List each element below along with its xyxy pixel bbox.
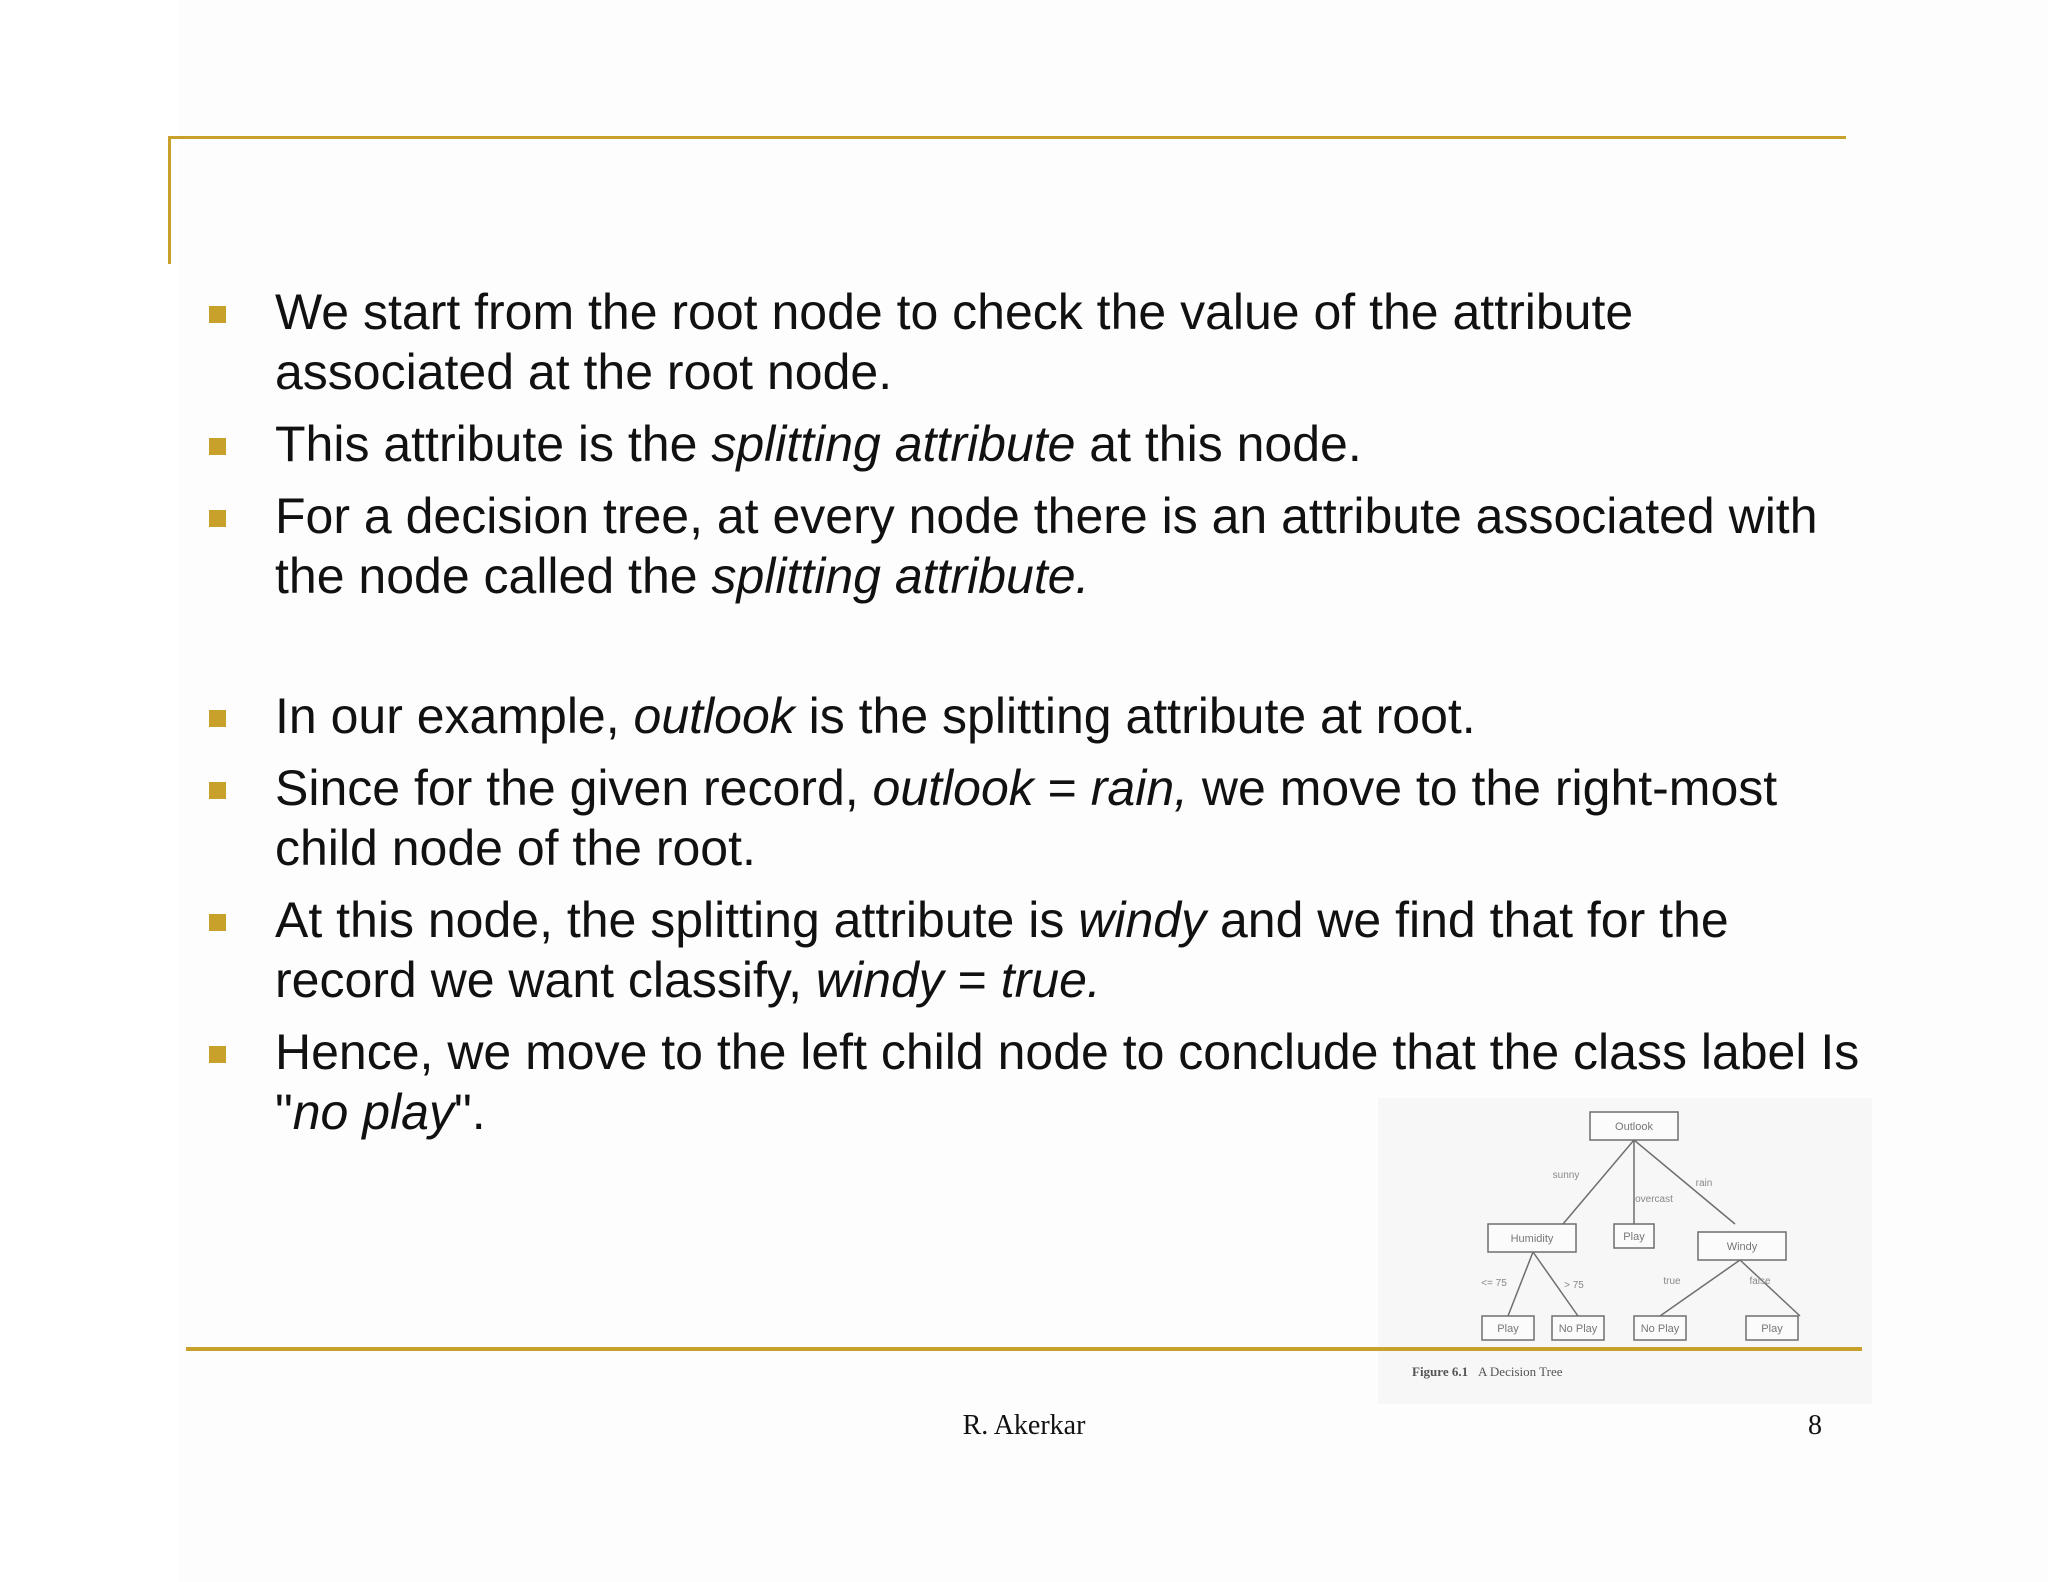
text-run: = (943, 952, 1001, 1008)
text-run: Hence, we move to the left child node to conclude that the class label Is " (275, 1024, 1860, 1140)
bullet-item (205, 282, 1865, 402)
decision-tree-figure (1378, 1098, 1872, 1404)
node-label: Humidity (1510, 1233, 1554, 1245)
figure-caption-label: Figure 6.1 (1412, 1364, 1469, 1379)
node-label: Play (1761, 1323, 1783, 1335)
bullet-marker-icon (209, 438, 226, 455)
bullet-text (275, 760, 1777, 876)
edge-label: sunny (1552, 1170, 1580, 1181)
node-label: No Play (1558, 1323, 1598, 1335)
footer-rule (186, 1347, 1862, 1351)
bullet-text (275, 416, 1362, 472)
text-run: In our example, (275, 688, 634, 744)
text-run: Since for the given record, (275, 760, 873, 816)
text-run: For a decision tree, at every node there is an attribute associated with the node called the (275, 488, 1818, 604)
edge-false (1740, 1260, 1800, 1316)
edge-sunny (1563, 1140, 1634, 1224)
bullet-text (275, 892, 1729, 1008)
bullet-marker-icon (209, 914, 226, 931)
bullet-marker-icon (209, 710, 226, 727)
edge-label: <= 75 (1481, 1278, 1507, 1289)
edge-label: > 75 (1564, 1280, 1584, 1291)
text-run: = (1033, 760, 1091, 816)
italic-term: outlook (872, 760, 1034, 816)
bullet-text (275, 488, 1818, 604)
edge-rain (1634, 1140, 1735, 1224)
bullet-item (205, 890, 1865, 1010)
decision-tree-diagram (1378, 1098, 1872, 1404)
text-run: and we find that for the record we want classify, (275, 892, 1729, 1008)
bullet-marker-icon (209, 1046, 226, 1063)
edge-label: rain (1695, 1178, 1713, 1189)
bullet-item (205, 758, 1865, 878)
italic-term: true. (1000, 952, 1101, 1008)
bullet-item (205, 486, 1865, 606)
text-run: at this node. (1075, 416, 1362, 472)
italic-term: splitting attribute (711, 416, 1076, 472)
figure-caption-text: A Decision Tree (1478, 1364, 1563, 1379)
bullet-item (205, 414, 1865, 474)
page-number: 8 (1808, 1410, 1822, 1441)
edge-label: overcast (1635, 1194, 1673, 1205)
italic-term: rain, (1090, 760, 1189, 816)
italic-term: windy (815, 952, 944, 1008)
bullet-item (205, 686, 1865, 746)
node-label: Outlook (1615, 1121, 1653, 1133)
node-label: Play (1497, 1323, 1519, 1335)
italic-term: windy (1078, 892, 1207, 948)
bullet-text (275, 688, 1476, 744)
node-label: No Play (1640, 1323, 1680, 1335)
footer-author: R. Akerkar (962, 1410, 1086, 1441)
title-frame-top-rule (168, 136, 1846, 139)
edge-le75 (1508, 1252, 1533, 1316)
text-run: We start from the root node to check the value of the attribute associated at the root node. (275, 284, 1634, 400)
text-run: is the splitting attribute at root. (794, 688, 1476, 744)
title-frame-left-rule (168, 136, 171, 264)
text-run: This attribute is the (275, 416, 712, 472)
italic-term: outlook (633, 688, 795, 744)
node-label: Play (1623, 1231, 1645, 1243)
italic-term: no play (292, 1084, 454, 1140)
bullet-text (275, 284, 1633, 400)
edge-true (1660, 1260, 1740, 1316)
bullet-list (205, 282, 1865, 1142)
bullet-marker-icon (209, 510, 226, 527)
bullet-marker-icon (209, 306, 226, 323)
text-run: ". (453, 1084, 486, 1140)
edge-label: true (1663, 1276, 1681, 1287)
node-label: Windy (1726, 1241, 1758, 1253)
italic-term: splitting attribute. (711, 548, 1090, 604)
text-run: we move to the right-most child node of the root. (275, 760, 1778, 876)
edge-label: false (1749, 1276, 1771, 1287)
bullet-marker-icon (209, 782, 226, 799)
text-run: At this node, the splitting attribute is (275, 892, 1079, 948)
